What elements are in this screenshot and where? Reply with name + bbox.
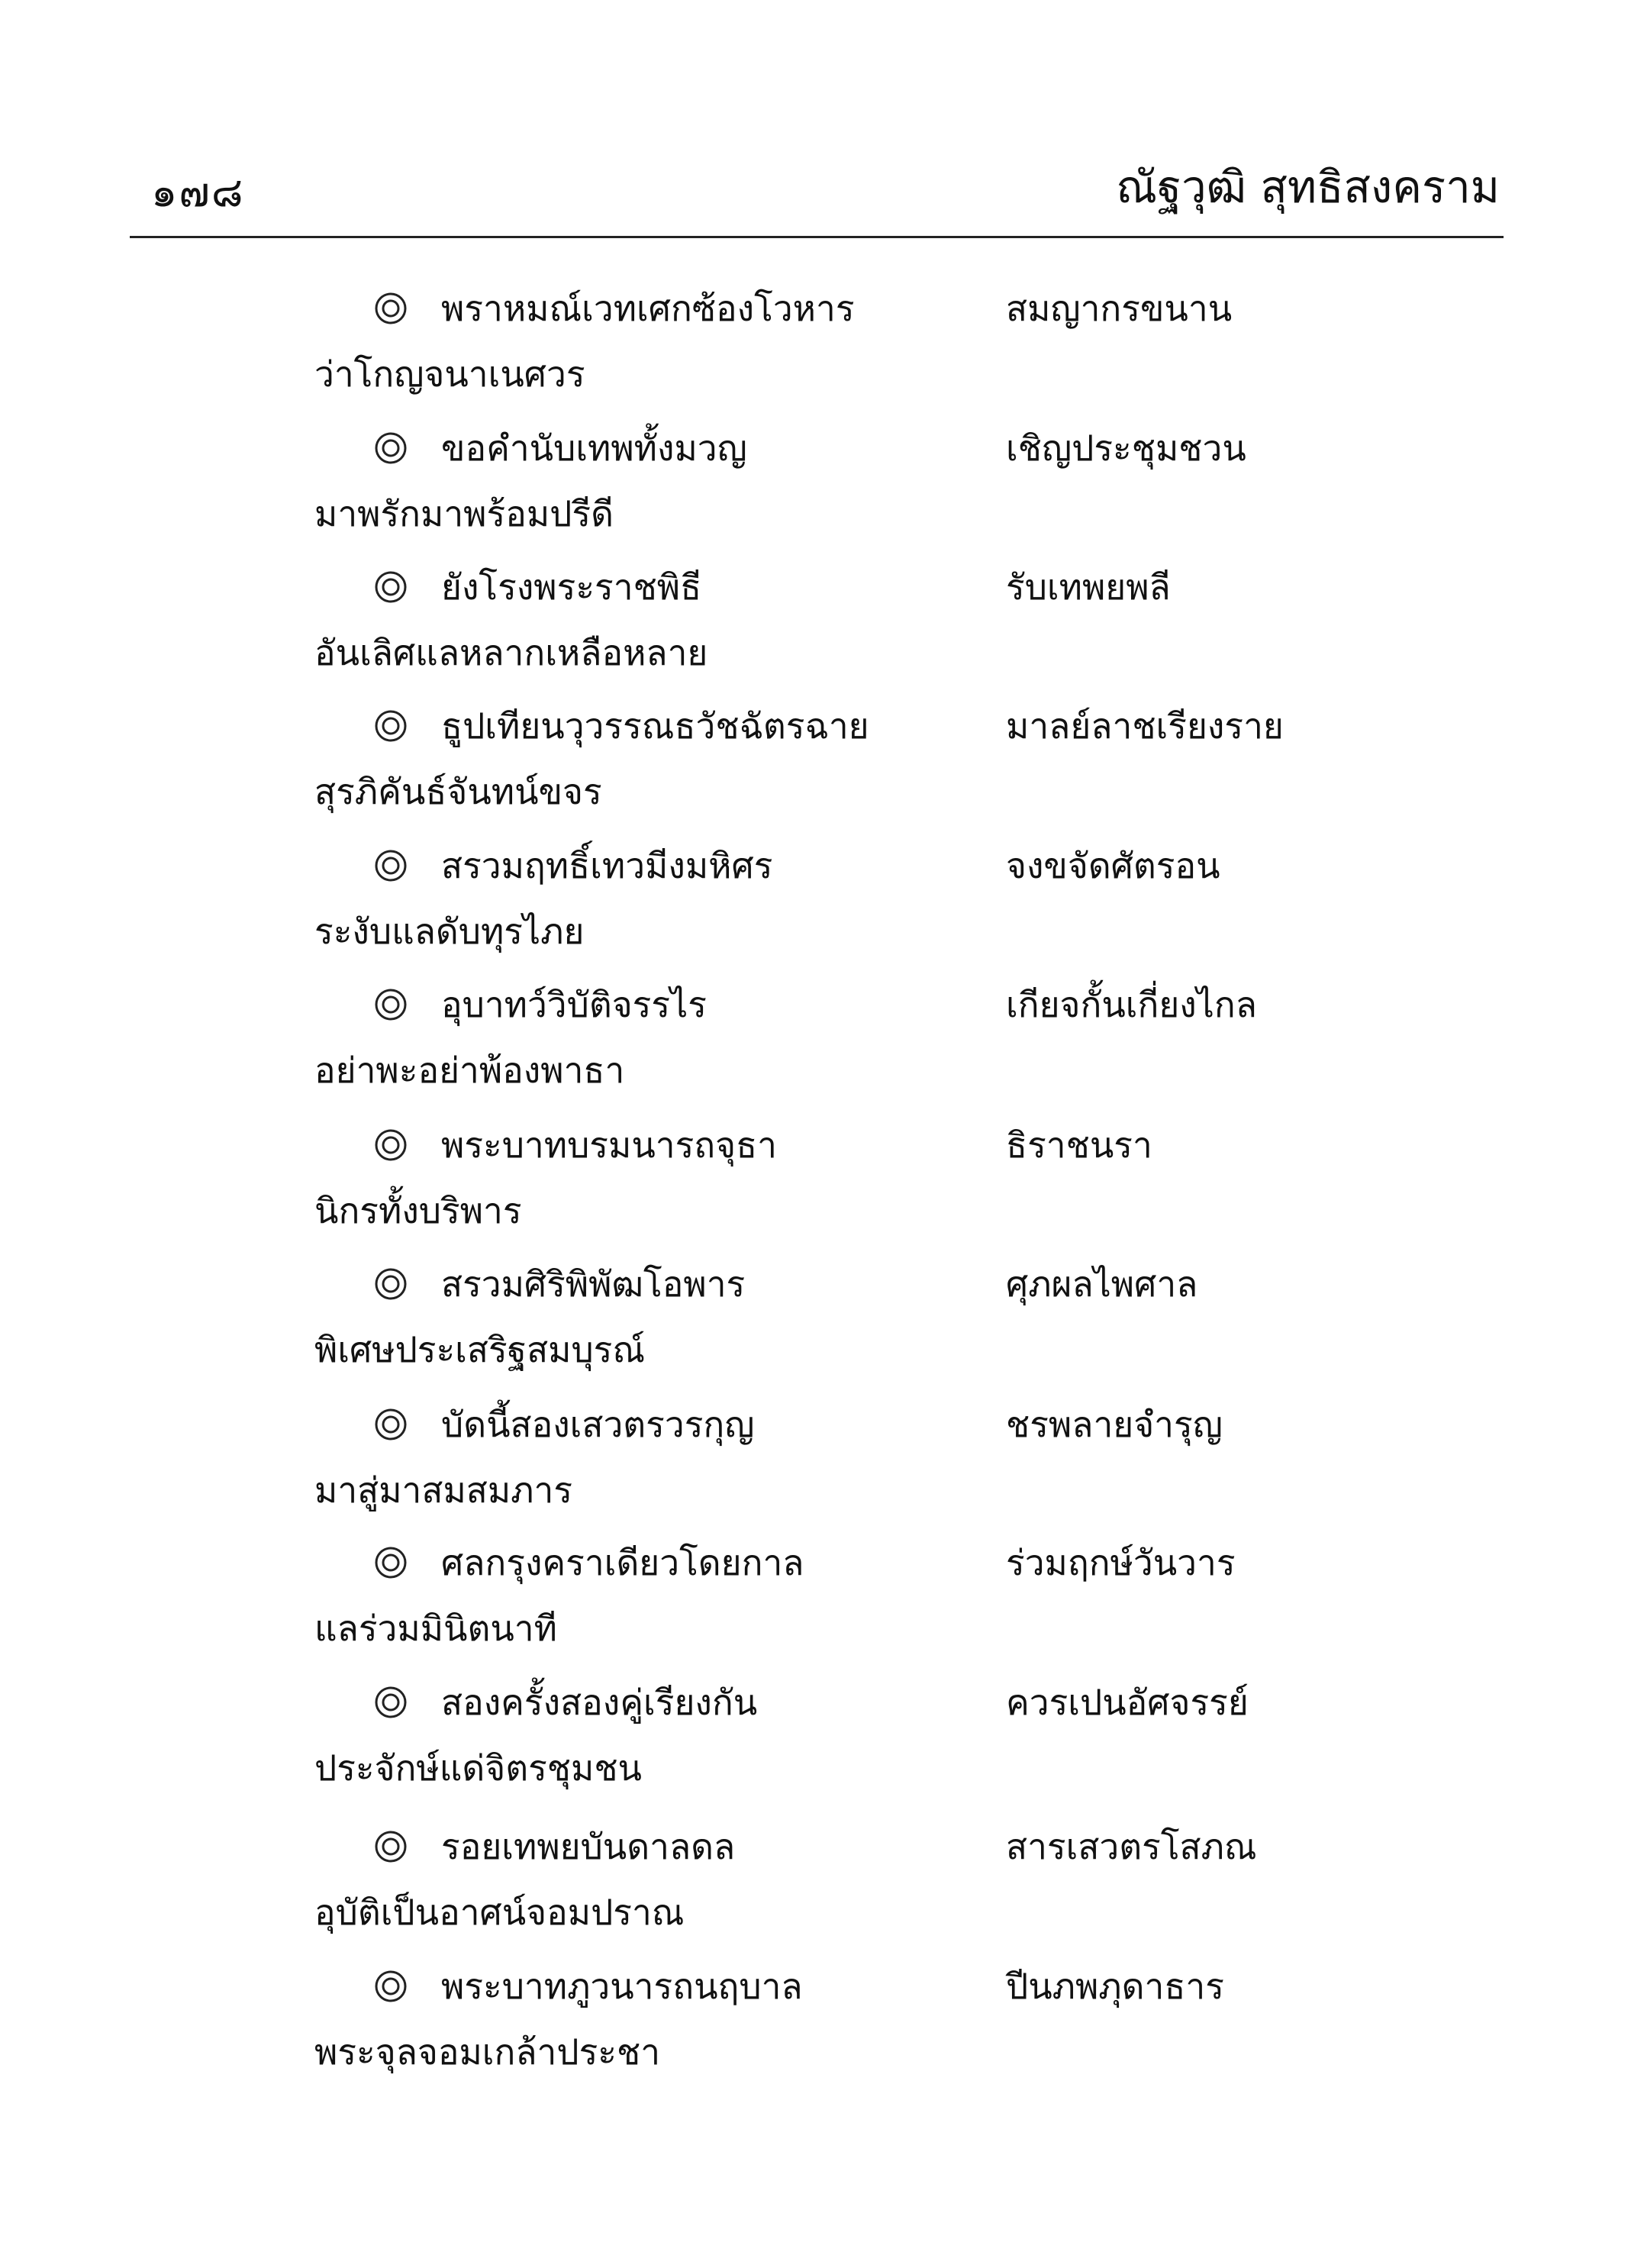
verse-continuation: อันเลิศแลหลากเหลือหลาย xyxy=(314,632,708,673)
stanza xyxy=(0,278,1631,423)
verse-continuation: อย่าพะอย่าพ้องพาธา xyxy=(314,1050,625,1091)
stanza xyxy=(0,1532,1631,1677)
verse-first-half: สองครั้งสองคู่เรียงกัน xyxy=(441,1682,758,1723)
verse-line xyxy=(0,1394,1631,1455)
stanza xyxy=(0,1115,1631,1260)
verse-second-half: สมญากรขนาน xyxy=(1006,288,1233,329)
verse-second-half: รับเทพยพลี xyxy=(1006,566,1171,608)
verse-line xyxy=(0,1956,1631,2017)
verse-line xyxy=(0,695,1631,757)
verse-continuation: ระงับแลดับทุรไภย xyxy=(314,911,585,952)
verse-first-half: บัดนี้สองเสวตรวรกุญ xyxy=(441,1404,755,1445)
running-head-author: ณัฐวุฒิ สุทธิสงคราม xyxy=(1116,161,1500,213)
double-circle-ornament-icon xyxy=(374,1267,408,1301)
double-circle-ornament-icon xyxy=(374,292,408,325)
verse-second-half: ชรพลายจำรุญ xyxy=(1006,1404,1223,1445)
verse-line xyxy=(0,1115,1631,1176)
double-circle-ornament-icon xyxy=(374,570,408,604)
verse-first-half: พระบาทภูวนารถนฤบาล xyxy=(441,1966,803,2007)
verse-continuation: อุบัติเป็นอาศน์จอมปราณ xyxy=(314,1892,685,1933)
verse-line xyxy=(0,1253,1631,1315)
verse-line xyxy=(0,418,1631,479)
stanza xyxy=(0,835,1631,980)
verse-first-half: ธูปเทียนวุวรรณธวัชฉัตรฉาย xyxy=(441,705,869,747)
stanza xyxy=(0,695,1631,840)
verse-second-half: ศุภผลไพศาล xyxy=(1006,1263,1198,1305)
stanza xyxy=(0,1672,1631,1817)
verse-second-half: ปีนภพภุดาธาร xyxy=(1006,1966,1224,2007)
stanza xyxy=(0,974,1631,1119)
stanza xyxy=(0,1956,1631,2101)
verse-continuation: มาสู่มาสมสมภาร xyxy=(314,1470,573,1511)
verse-continuation: พระจุลจอมเกล้าประชา xyxy=(314,2031,661,2073)
stanza xyxy=(0,418,1631,563)
stanza xyxy=(0,1253,1631,1399)
verse-continuation: ว่าโกญจนาเนศวร xyxy=(314,353,585,395)
double-circle-ornament-icon xyxy=(374,709,408,743)
double-circle-ornament-icon xyxy=(374,1970,408,2003)
verse-line xyxy=(0,278,1631,339)
verse-first-half: รอยเทพยบันดาลดล xyxy=(441,1826,736,1867)
verse-line xyxy=(0,974,1631,1035)
page-number: ๑๗๘ xyxy=(151,168,245,216)
verse-first-half: สรวมฤทธิ์เทวมีงมหิศร xyxy=(441,845,773,886)
verse-line xyxy=(0,1672,1631,1733)
verse-first-half: พราหมณ์เวทเศกซ้องโวหาร xyxy=(441,288,855,329)
verse-second-half: จงขจัดศัตรอน xyxy=(1006,845,1220,886)
verse-continuation: ประจักษ์แด่จิตรชุมชน xyxy=(314,1747,643,1789)
verse-line xyxy=(0,1532,1631,1593)
verse-second-half: สารเสวตรโสภณ xyxy=(1006,1826,1257,1867)
double-circle-ornament-icon xyxy=(374,1408,408,1441)
double-circle-ornament-icon xyxy=(374,431,408,465)
double-circle-ornament-icon xyxy=(374,849,408,882)
verse-first-half: ขอคำนับเทพทั้งมวญ xyxy=(441,427,747,469)
stanza xyxy=(0,1394,1631,1539)
verse-first-half: พระบาทบรมนารถจุธา xyxy=(441,1124,778,1166)
double-circle-ornament-icon xyxy=(374,1546,408,1579)
double-circle-ornament-icon xyxy=(374,1128,408,1162)
double-circle-ornament-icon xyxy=(374,1686,408,1719)
verse-first-half: ยังโรงพระราชพิธี xyxy=(441,566,702,608)
verse-line xyxy=(0,557,1631,618)
verse-second-half: มาลย์ลาชเรียงราย xyxy=(1006,705,1284,747)
verse-line xyxy=(0,835,1631,896)
verse-continuation: พิเศษประเสริฐสมบุรณ์ xyxy=(314,1329,646,1370)
verse-second-half: เกียจกั้นเกี่ยงไกล xyxy=(1006,984,1257,1025)
verse-continuation: สุรภิคันธ์จันทน์ขจร xyxy=(314,771,602,812)
stanza xyxy=(0,1816,1631,1961)
verse-first-half: ศลกรุงคราเดียวโดยกาล xyxy=(441,1542,804,1583)
verse-first-half: สรวมศิริพิพัฒโอพาร xyxy=(441,1263,746,1305)
verse-continuation: นิกรทั้งบริพาร xyxy=(314,1190,522,1231)
double-circle-ornament-icon xyxy=(374,1830,408,1863)
verse-second-half: เชิญประชุมชวน xyxy=(1006,427,1246,469)
verse-second-half: ควรเปนอัศจรรย์ xyxy=(1006,1682,1249,1723)
header-rule xyxy=(130,236,1504,238)
verse-second-half: ร่วมฤกษ์วันวาร xyxy=(1006,1542,1236,1583)
double-circle-ornament-icon xyxy=(374,988,408,1021)
verse-first-half: อุบาทว์วิบัติจรรไร xyxy=(441,984,707,1025)
stanza xyxy=(0,557,1631,702)
verse-line xyxy=(0,1816,1631,1877)
verse-continuation: แลร่วมมินิตนาที xyxy=(314,1608,557,1649)
verse-continuation: มาพรักมาพร้อมปรีดี xyxy=(314,493,614,534)
verse-second-half: ธิราชนรา xyxy=(1006,1124,1152,1166)
